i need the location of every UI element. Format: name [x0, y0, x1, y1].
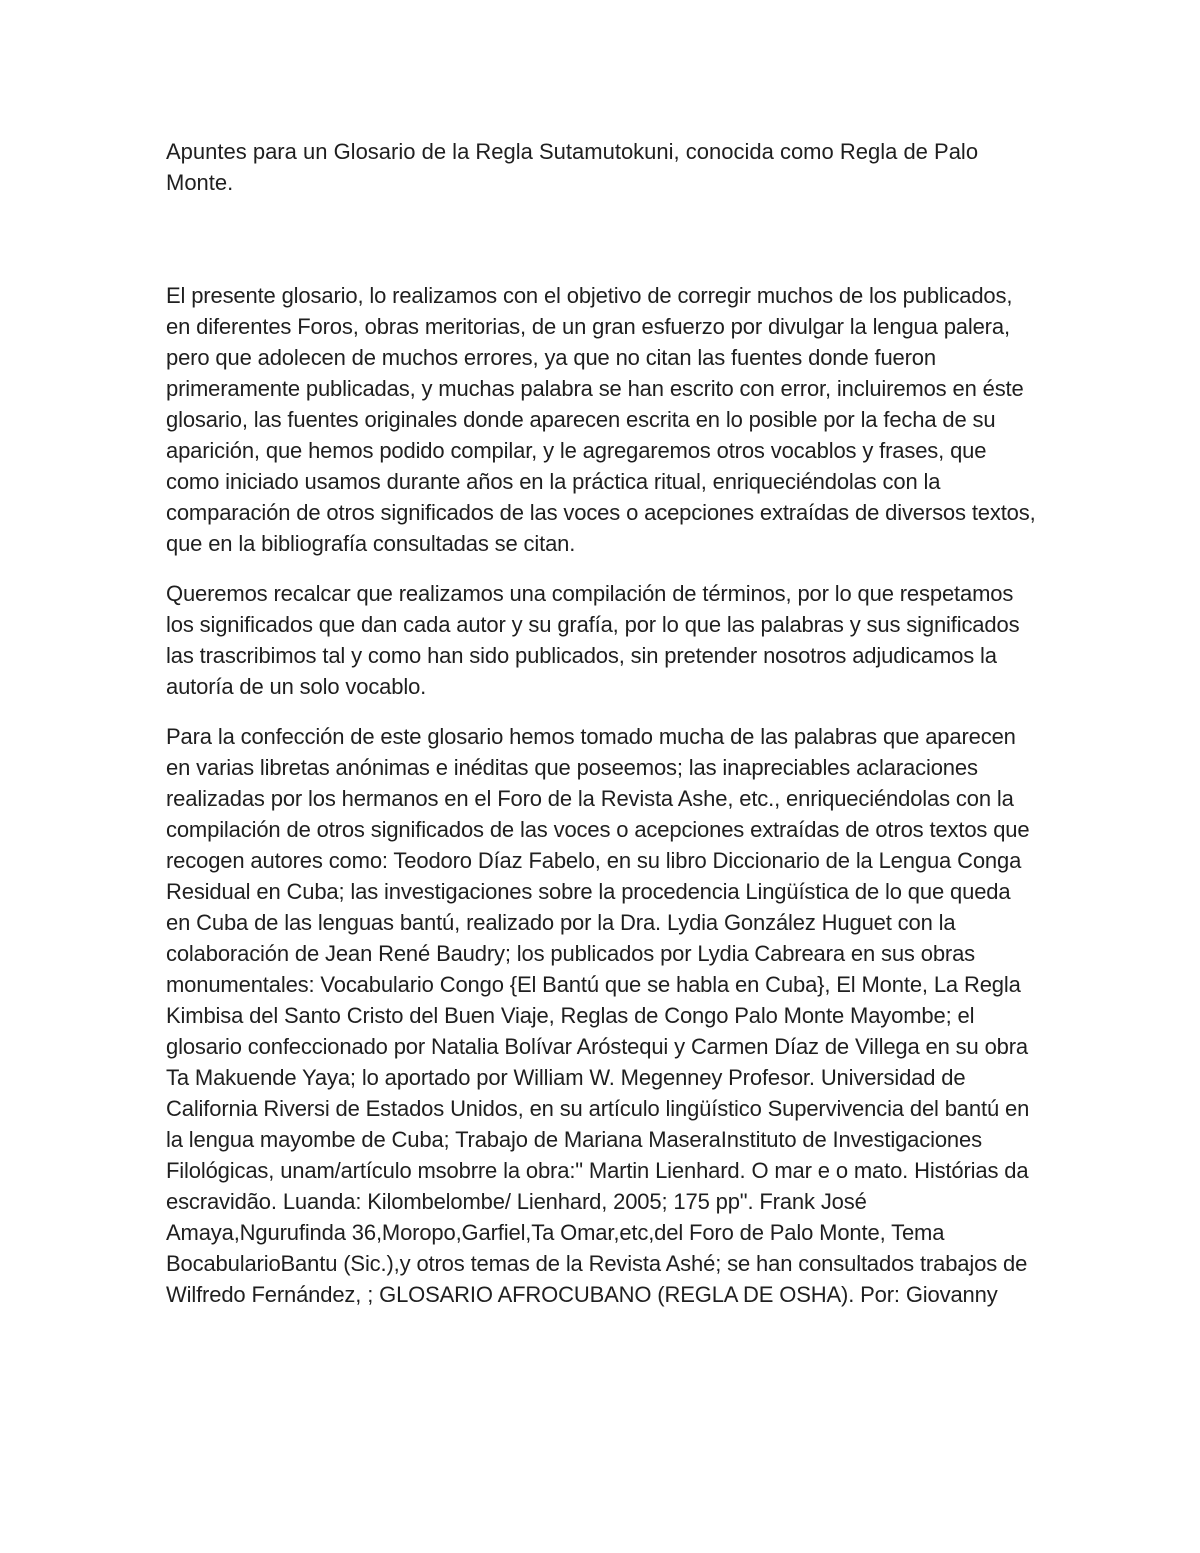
document-body	[166, 136, 1040, 1310]
paragraph-sources: Para la confección de este glosario hemos tomado mucha de las palabras que aparecen en varias libretas anónimas e inéditas que poseemos; las inapreciables aclaraciones realizadas por los hermanos en el Foro de la Revista Ashe, etc., enriqueciéndolas con la compilación de otros significados de las voces o acepciones extraídas de otros textos que recogen autores como: Teodoro Díaz Fabelo, en su libro Diccionario de la Lengua Conga Residual en Cuba; las investigaciones sobre la procedencia Lingüística de lo que queda en Cuba de las lenguas bantú, realizado por la Dra. Lydia González Huguet con la colaboración de Jean René Baudry; los publicados por Lydia Cabreara en sus obras monumentales: Vocabulario Congo {El Bantú que se habla en Cuba}, El Monte, La Regla Kimbisa del Santo Cristo del Buen Viaje, Reglas de Congo Palo Monte Mayombe; el glosario confeccionado por Natalia Bolívar Aróstequi y Carmen Díaz de Villega en su obra Ta Makuende Yaya; lo aportado por William W. Megenney Profesor. Universidad de California Riversi de Estados Unidos, en su artículo lingüístico Supervivencia del bantú en la lengua mayombe de Cuba; Trabajo de Mariana MaseraInstituto de Investigaciones Filológicas, unam/artículo msobrre la obra:" Martin Lienhard. O mar e o mato. Histórias da escravidão. Luanda: Kilombelombe/ Lienhard, 2005; 175 pp". Frank José Amaya,Ngurufinda 36,Moropo,Garfiel,Ta Omar,etc,del Foro de Palo Monte, Tema BocabularioBantu (Sic.),y otros temas de la Revista Ashé; se han consultados trabajos de Wilfredo Fernández, ; GLOSARIO AFROCUBANO (REGLA DE OSHA). Por: Giovanny	[166, 724, 1030, 1307]
paragraph-intro: El presente glosario, lo realizamos con el objetivo de corregir muchos de los publicados, en diferentes Foros, obras meritorias, de un gran esfuerzo por divulgar la lengua palera, pero que adolecen de muchos errores, ya que no citan las fuentes donde fueron primeramente publicadas, y muchas palabra se han escrito con error, incluiremos en éste glosario, las fuentes originales donde aparecen escrita en lo posible por la fecha de su aparición, que hemos podido compilar, y le agregaremos otros vocablos y frases, que como iniciado usamos durante años en la práctica ritual, enriqueciéndolas con la comparación de otros significados de las voces o acepciones extraídas de diversos textos, que en la bibliografía consultadas se citan.	[166, 283, 1036, 556]
paragraph-compilation-note: Queremos recalcar que realizamos una compilación de términos, por lo que respetamos los significados que dan cada autor y su grafía, por lo que las palabras y sus significados las trascribimos tal y como han sido publicados, sin pretender nosotros adjudicamos la autoría de un solo vocablo.	[166, 581, 1020, 699]
document-title: Apuntes para un Glosario de la Regla Sutamutokuni, conocida como Regla de Palo Monte.	[166, 139, 979, 195]
